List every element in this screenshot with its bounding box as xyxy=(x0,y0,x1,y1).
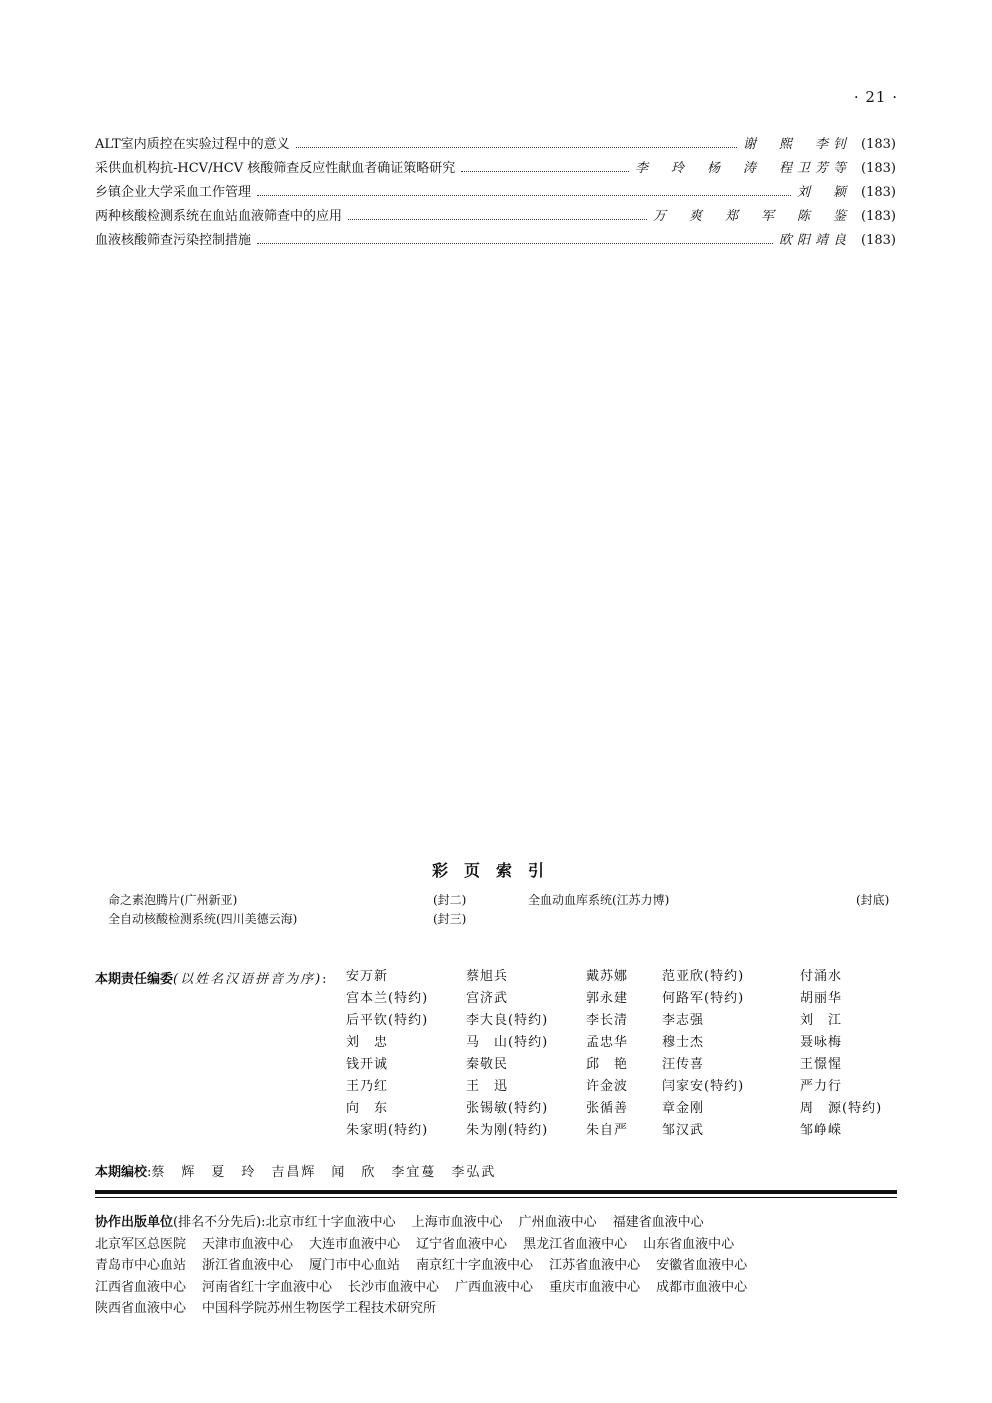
toc-entry-title: 血液核酸筛查污染控制措施 xyxy=(95,233,252,248)
toc-entry-authors: 刘 颖 xyxy=(797,185,852,200)
editor-name: 章金刚 xyxy=(662,1101,705,1116)
color-index-title: 彩页索引 xyxy=(431,861,560,880)
editor-name: 宫济武 xyxy=(466,991,509,1006)
editor-name: 蔡旭兵 xyxy=(466,969,509,984)
coop-line: 北京军区总医院 天津市血液中心 大连市血液中心 辽宁省血液中心 黑龙江省血液中心 山东省血液中心 xyxy=(95,1236,735,1252)
toc-entry-page: (183) xyxy=(861,161,896,176)
editor-name: 刘 忠 xyxy=(346,1035,389,1050)
toc-entry[interactable] xyxy=(95,181,896,205)
editor-name: 聂咏梅 xyxy=(800,1035,843,1050)
editor-name: 何路军(特约) xyxy=(662,991,745,1006)
toc-entry-title: ALT室内质控在实验过程中的意义 xyxy=(95,137,290,152)
color-index-item-text: 全自动核酸检测系统(四川美德云海) xyxy=(108,912,298,926)
toc-entry[interactable] xyxy=(95,133,896,157)
editor-name: 朱自严 xyxy=(586,1123,629,1138)
editor-name: 马 山(特约) xyxy=(466,1035,549,1050)
editors-note: (以姓名汉语拼音为序) xyxy=(173,972,323,987)
color-index-item xyxy=(108,910,297,927)
page-number: · 21 · xyxy=(853,88,898,106)
editor-name: 李大良(特约) xyxy=(466,1013,549,1028)
editor-name: 穆士杰 xyxy=(662,1035,705,1050)
editor-name: 王 迅 xyxy=(466,1079,509,1094)
toc-entry-page: (183) xyxy=(861,185,896,200)
toc-entry-page: (183) xyxy=(861,137,896,152)
divider-thin xyxy=(95,1197,897,1198)
cooperating-units xyxy=(95,1212,895,1320)
editor-name: 胡丽华 xyxy=(800,991,843,1006)
editor-name: 孟忠华 xyxy=(586,1035,629,1050)
toc-entry-title: 采供血机构抗-HCV/HCV 核酸筛查反应性献血者确证策略研究 xyxy=(95,161,456,176)
toc-entry-authors: 李 玲 杨 涛 程卫芳等 xyxy=(635,161,852,176)
toc-entry-authors: 谢 熙 李钊 xyxy=(743,137,852,152)
editor-name: 秦敬民 xyxy=(466,1057,509,1072)
divider-thick xyxy=(95,1190,897,1194)
editor-name: 李志强 xyxy=(662,1013,705,1028)
dot-leader xyxy=(257,195,791,196)
color-index-item xyxy=(108,891,237,908)
editor-name: 张循善 xyxy=(586,1101,629,1116)
editor-name: 后平钦(特约) xyxy=(346,1013,429,1028)
toc-entry-page: (183) xyxy=(861,209,896,224)
color-index-item xyxy=(528,891,669,908)
table-of-contents xyxy=(95,133,896,253)
editor-name: 严力行 xyxy=(800,1079,843,1094)
coop-line: 青岛市中心血站 浙江省血液中心 厦门市中心血站 南京红十字血液中心 江苏省血液中心 安徽省血液中心 xyxy=(95,1258,748,1274)
editor-name: 邱 艳 xyxy=(586,1057,629,1072)
editor-name: 闫家安(特约) xyxy=(662,1079,745,1094)
editor-name: 李长清 xyxy=(586,1013,629,1028)
editor-name: 王憬惺 xyxy=(800,1057,843,1072)
coop-label: 协作出版单位 xyxy=(95,1215,174,1230)
color-index-item-location: (封三) xyxy=(433,912,467,926)
editor-name: 邹峥嵘 xyxy=(800,1123,843,1138)
editor-name: 向 东 xyxy=(346,1101,389,1116)
color-index-item-text: 全血动血库系统(江苏力博) xyxy=(528,893,670,907)
editor-name: 范亚欣(特约) xyxy=(662,969,745,984)
color-index-item-location: (封二) xyxy=(433,893,467,907)
editor-name: 张锡敏(特约) xyxy=(466,1101,549,1116)
toc-entry[interactable] xyxy=(95,205,896,229)
dot-leader xyxy=(461,171,629,172)
proofreaders-line: 本期编校:蔡 辉 夏 玲 吉昌辉 闻 欣 李宜蔓 李弘武 xyxy=(95,1165,497,1180)
editor-name: 汪传喜 xyxy=(662,1057,705,1072)
editor-name: 朱家明(特约) xyxy=(346,1123,429,1138)
color-index-item-location: (封底) xyxy=(856,893,890,907)
color-index-item-text: 命之素泡腾片(广州新亚) xyxy=(108,893,238,907)
editor-name: 王乃红 xyxy=(346,1079,389,1094)
editor-name: 宫本兰(特约) xyxy=(346,991,429,1006)
editor-name: 刘 江 xyxy=(800,1013,843,1028)
proofreaders-label: 本期编校 xyxy=(95,1165,148,1180)
editor-name: 周 源(特约) xyxy=(800,1101,883,1116)
dot-leader xyxy=(348,219,647,220)
editor-name: 付涌水 xyxy=(800,969,843,984)
editor-name: 朱为刚(特约) xyxy=(466,1123,549,1138)
toc-entry-authors: 欧阳靖良 xyxy=(779,233,852,248)
editors-label: 本期责任编委(以姓名汉语拼音为序): xyxy=(95,972,327,987)
editor-name: 戴苏娜 xyxy=(586,969,629,984)
toc-entry[interactable] xyxy=(95,157,896,181)
coop-note: (排名不分先后) xyxy=(173,1215,262,1230)
editor-name: 钱开诚 xyxy=(346,1057,389,1072)
toc-entry[interactable] xyxy=(95,229,896,253)
coop-line: 陕西省血液中心 中国科学院苏州生物医学工程技术研究所 xyxy=(95,1301,437,1317)
proofreaders-names: 蔡 辉 夏 玲 吉昌辉 闻 欣 李宜蔓 李弘武 xyxy=(151,1165,497,1180)
dot-leader xyxy=(257,243,773,244)
editor-name: 郭永建 xyxy=(586,991,629,1006)
toc-entry-title: 两种核酸检测系统在血站血液筛查中的应用 xyxy=(95,209,343,224)
editor-name: 安万新 xyxy=(346,969,389,984)
toc-entry-title: 乡镇企业大学采血工作管理 xyxy=(95,185,252,200)
dot-leader xyxy=(296,147,737,148)
coop-line: 协作出版单位(排名不分先后):北京市红十字血液中心 上海市血液中心 广州血液中心 福建省血液中心 xyxy=(95,1215,704,1230)
editor-name: 邹汉武 xyxy=(662,1123,705,1138)
coop-line: 江西省血液中心 河南省红十字血液中心 长沙市血液中心 广西血液中心 重庆市血液中心 成都市血液中心 xyxy=(95,1279,748,1295)
toc-entry-authors: 万 爽 郑 军 陈 鉴 xyxy=(653,209,852,224)
toc-entry-page: (183) xyxy=(861,233,896,248)
editor-name: 许金波 xyxy=(586,1079,629,1094)
